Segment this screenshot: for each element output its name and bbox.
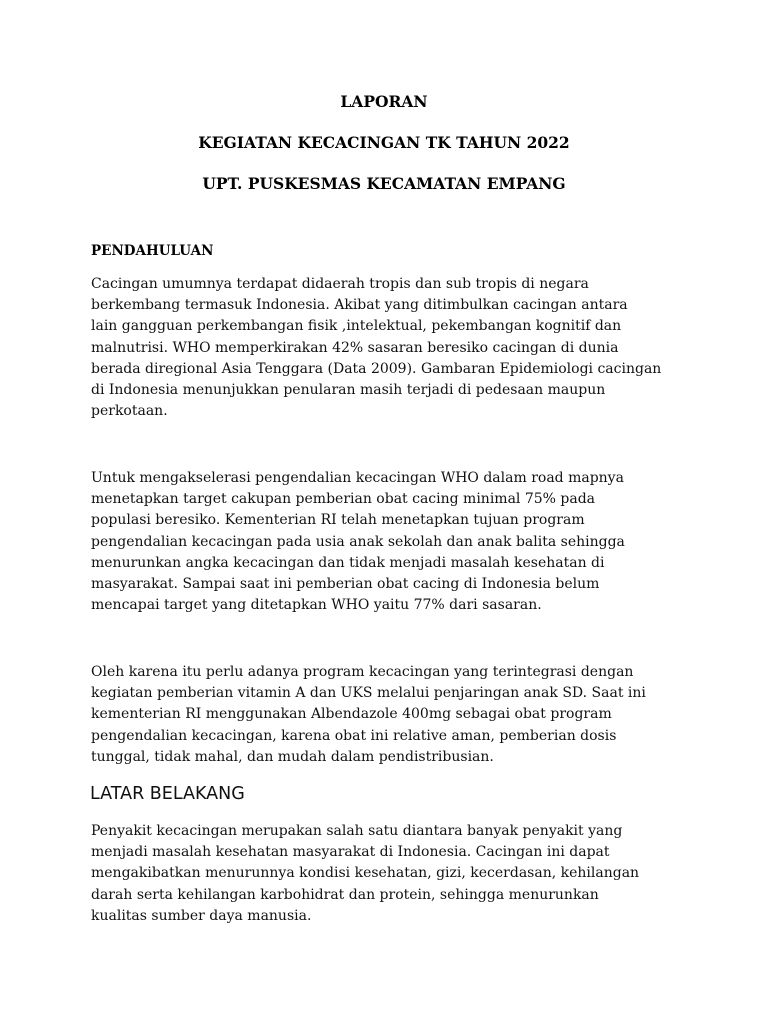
paragraph-latar-belakang-1: [91, 821, 691, 927]
text-line: malnutrisi. WHO memperkirakan 42% sasaran beresiko cacingan di dunia: [91, 339, 619, 356]
text-line: kegiatan pemberian vitamin A dan UKS melalui penjaringan anak SD. Saat ini: [91, 685, 646, 702]
section-heading-latar-belakang: LATAR BELAKANG: [90, 784, 245, 804]
text-line: berkembang termasuk Indonesia. Akibat yang ditimbulkan cacingan antara: [91, 297, 628, 314]
text-line: masyarakat. Sampai saat ini pemberian obat cacing di Indonesia belum: [91, 576, 600, 593]
text-line: kualitas sumber daya manusia.: [91, 907, 312, 924]
text-line: darah serta kehilangan karbohidrat dan protein, sehingga menurunkan: [91, 886, 599, 903]
text-line: menetapkan target cakupan pemberian obat cacing minimal 75% pada: [91, 491, 596, 508]
text-line: kementerian RI menggunakan Albendazole 400mg sebagai obat program: [91, 706, 612, 723]
title-block: [0, 92, 768, 215]
text-line: Untuk mengakselerasi pengendalian kecacingan WHO dalam road mapnya: [91, 470, 624, 486]
text-line: menjadi masalah kesehatan masyarakat di Indonesia. Cacingan ini dapat: [91, 844, 610, 861]
text-line: Oleh karena itu perlu adanya program kecacingan yang terintegrasi dengan: [91, 664, 634, 680]
report-title: LAPORAN: [340, 92, 428, 111]
report-subtitle-activity: KEGIATAN KECACINGAN TK TAHUN 2022: [198, 133, 570, 152]
text-line: Cacingan umumnya terdapat didaerah tropis dan sub tropis di negara: [91, 276, 589, 292]
paragraph-pendahuluan-3: [91, 662, 691, 768]
paragraph-pendahuluan-2: [91, 468, 691, 616]
text-line: lain gangguan perkembangan fisik ,intelektual, pekembangan kognitif dan: [91, 318, 622, 335]
text-line: perkotaan.: [91, 403, 168, 420]
text-line: di Indonesia menunjukkan penularan masih terjadi di pedesaan maupun: [91, 382, 606, 399]
report-subtitle-institution: UPT. PUSKESMAS KECAMATAN EMPANG: [202, 174, 566, 193]
text-line: pengendalian kecacingan, karena obat ini relative aman, pemberian dosis: [91, 727, 617, 744]
text-line: menurunkan angka kecacingan dan tidak menjadi masalah kesehatan di: [91, 554, 605, 571]
text-line: Penyakit kecacingan merupakan salah satu diantara banyak penyakit yang: [91, 823, 623, 839]
paragraph-pendahuluan-1: [91, 274, 691, 422]
text-line: berada diregional Asia Tenggara (Data 2009). Gambaran Epidemiologi cacingan: [91, 360, 662, 377]
text-line: pengendalian kecacingan pada usia anak sekolah dan anak balita sehingga: [91, 533, 625, 550]
text-line: mengakibatkan menurunnya kondisi kesehatan, gizi, kecerdasan, kehilangan: [91, 865, 640, 882]
text-line: mencapai target yang ditetapkan WHO yaitu 77% dari sasaran.: [91, 597, 542, 614]
section-heading-pendahuluan: PENDAHULUAN: [91, 243, 214, 259]
text-line: tunggal, tidak mahal, dan mudah dalam pendistribusian.: [91, 748, 494, 765]
text-line: populasi beresiko. Kementerian RI telah menetapkan tujuan program: [91, 512, 585, 529]
